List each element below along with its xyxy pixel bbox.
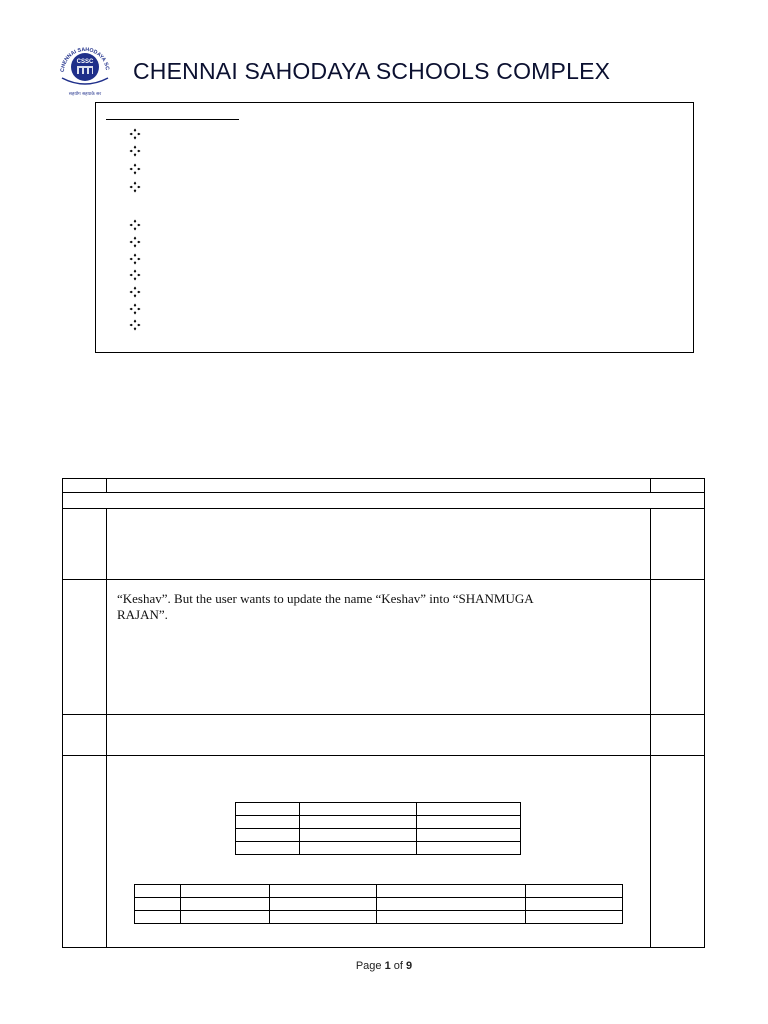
question-text-line: RAJAN”.	[117, 607, 168, 622]
bullet-icon	[129, 180, 141, 192]
instructions-heading-underline	[106, 119, 239, 120]
table-col-divider	[650, 508, 651, 947]
page-title: CHENNAI SAHODAYA SCHOOLS COMPLEX	[133, 58, 611, 84]
table-row	[236, 816, 521, 829]
table-row	[135, 911, 623, 924]
instructions-box	[95, 102, 694, 353]
school-logo	[52, 38, 118, 98]
page-footer	[0, 960, 768, 972]
bullet-icon	[129, 302, 141, 314]
of-label: of	[393, 960, 403, 972]
bullet-icon	[129, 268, 141, 280]
table-row	[135, 898, 623, 911]
inner-table-2	[134, 884, 623, 924]
table-row-divider	[62, 492, 704, 493]
bullet-icon	[129, 285, 141, 297]
table-row-divider	[62, 508, 704, 509]
question-text	[117, 591, 617, 623]
logo-center-text: CSSC	[76, 59, 94, 65]
table-col-divider	[106, 508, 107, 947]
total-pages: 9	[406, 960, 413, 972]
question-text-line: “Keshav”. But the user wants to update the name “Keshav” into “SHANMUGA	[117, 591, 534, 606]
table-row	[135, 885, 623, 898]
table-row-divider	[62, 755, 704, 756]
bullet-icon	[129, 318, 141, 330]
logo-ring-text: CHENNAI SAHODAYA SC	[59, 46, 110, 73]
bullet-icon	[129, 235, 141, 247]
bullet-icon	[129, 127, 141, 139]
table-row	[236, 842, 521, 855]
bullet-icon	[129, 144, 141, 156]
table-row	[236, 829, 521, 842]
page-number: 1	[384, 960, 391, 972]
question-table	[62, 478, 705, 948]
table-col-divider	[650, 478, 651, 493]
bullet-icon	[129, 252, 141, 264]
logo-motto: सहयोग सहयाके सर	[68, 92, 102, 97]
table-col-divider	[106, 478, 107, 493]
table-row-divider	[62, 714, 704, 715]
bullet-icon	[129, 162, 141, 174]
page-label: Page	[355, 960, 382, 972]
bullet-icon	[129, 218, 141, 230]
table-row	[236, 803, 521, 816]
inner-table-1	[235, 802, 521, 855]
table-row-divider	[62, 579, 704, 580]
